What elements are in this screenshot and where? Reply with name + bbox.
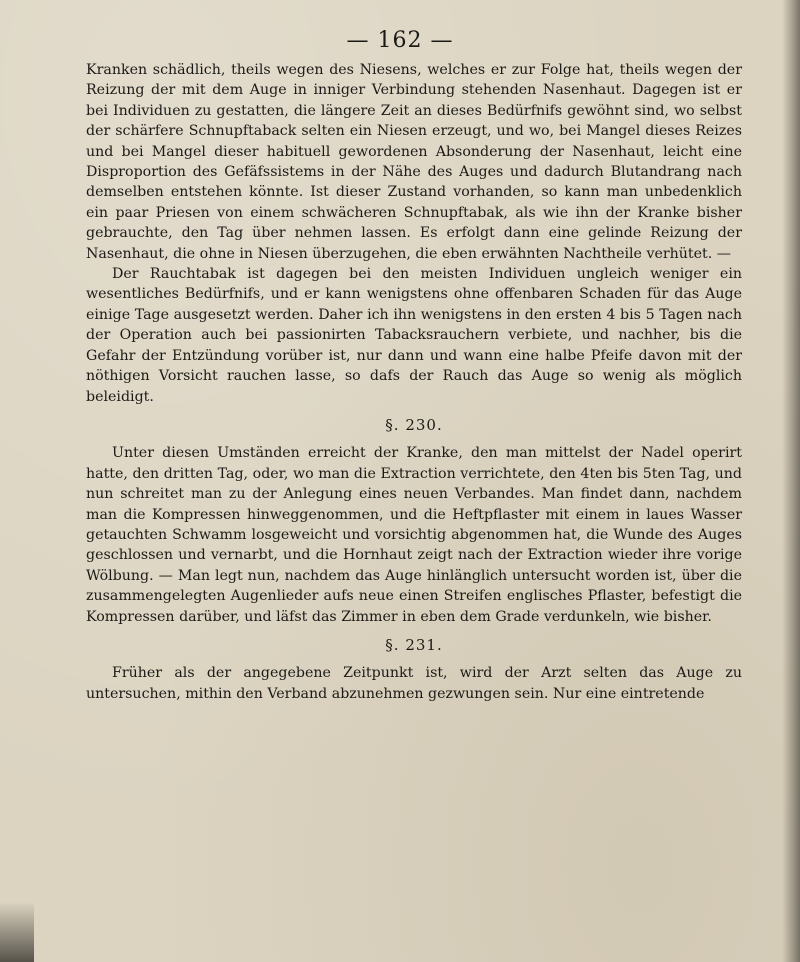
paragraph-1: Kranken schädlich, theils wegen des Niesens, welches er zur Folge hat, theils wegen der Reizung der mit dem Auge in inniger Verbindung stehenden Nasenhaut. Dagegen ist er bei Individuen zu gestatten, die längere Zeit an dieses Bedürfnifs gewöhnt sind, wo selbst der schärfere Schnupftaback selten ein Niesen erzeugt, und wo, bei Mangel dieses Reizes und bei Mangel dieser habituell gewordenen Absonderung der Nasenhaut, leicht eine Disproportion des Gefäfssistems in der Nähe des Auges und dadurch Blutandrang nach demselben entstehen könnte. Ist dieser Zustand vorhanden, so kann man unbedenklich ein paar Priesen von einem schwächeren Schnupftabak, als wie ihn der Kranke bisher gebrauchte, den Tag über nehmen lassen. Es erfolgt dann eine gelinde Reizung der Nasenhaut, die ohne in Niesen überzugehen, die eben erwähnten Nachtheile verhütet. — — [86, 62, 742, 262]
section-230-text: Unter diesen Umständen erreicht der Kranke, den man mittelst der Nadel operirt hatte, den dritten Tag, oder, wo man die Extraction verrichtete, den 4ten bis 5ten Tag, und nun schreitet man zu der Anlegung eines neuen Verbandes. Man findet dann, nachdem man die Kompressen hinweggenommen, und die Heftpflaster mit einem in laues Wasser getauchten Schwamm losgeweicht und vorsichtig abgenommen hat, die Wunde des Auges geschlossen und vernarbt, und die Hornhaut zeigt nach der Extraction wieder ihre vorige Wölbung. — Man legt nun, nachdem das Auge hinlänglich untersucht worden ist, über die zusammengelegten Augenlieder aufs neue einen Streifen englisches Pflaster, befestigt die Kompressen darüber, und läfst das Zimmer in eben dem Grade verdunkeln, wie bisher. — [86, 445, 742, 625]
page-number-header: — 162 — — [346, 28, 454, 53]
section-heading-231: §. 231. — [385, 635, 443, 654]
scan-corner-mark — [0, 902, 34, 962]
section-231-text: Früher als der angegebene Zeitpunkt ist, wird der Arzt selten das Auge zu untersuchen, mithin den Verband abzunehmen gezwungen sein. Nur eine eintretende — [86, 665, 742, 702]
document-body — [86, 60, 742, 704]
page-edge-shadow — [782, 0, 800, 962]
paragraph-2: Der Rauchtabak ist dagegen bei den meisten Individuen ungleich weniger ein wesentliches Bedürfnifs, und er kann wenigstens ohne offenbaren Schaden für das Auge einige Tage ausgesetzt werden. Daher ich ihn wenigstens in den ersten 4 bis 5 Tagen nach der Operation auch bei passionirten Tabacksrauchern verbiete, und nachher, bis die Gefahr der Entzündung vorüber ist, nur dann und wann eine halbe Pfeife davon mit der nöthigen Vorsicht rauchen lasse, so dafs der Rauch das Auge so wenig als möglich beleidigt. — [86, 266, 742, 405]
section-heading-230: §. 230. — [385, 415, 443, 434]
